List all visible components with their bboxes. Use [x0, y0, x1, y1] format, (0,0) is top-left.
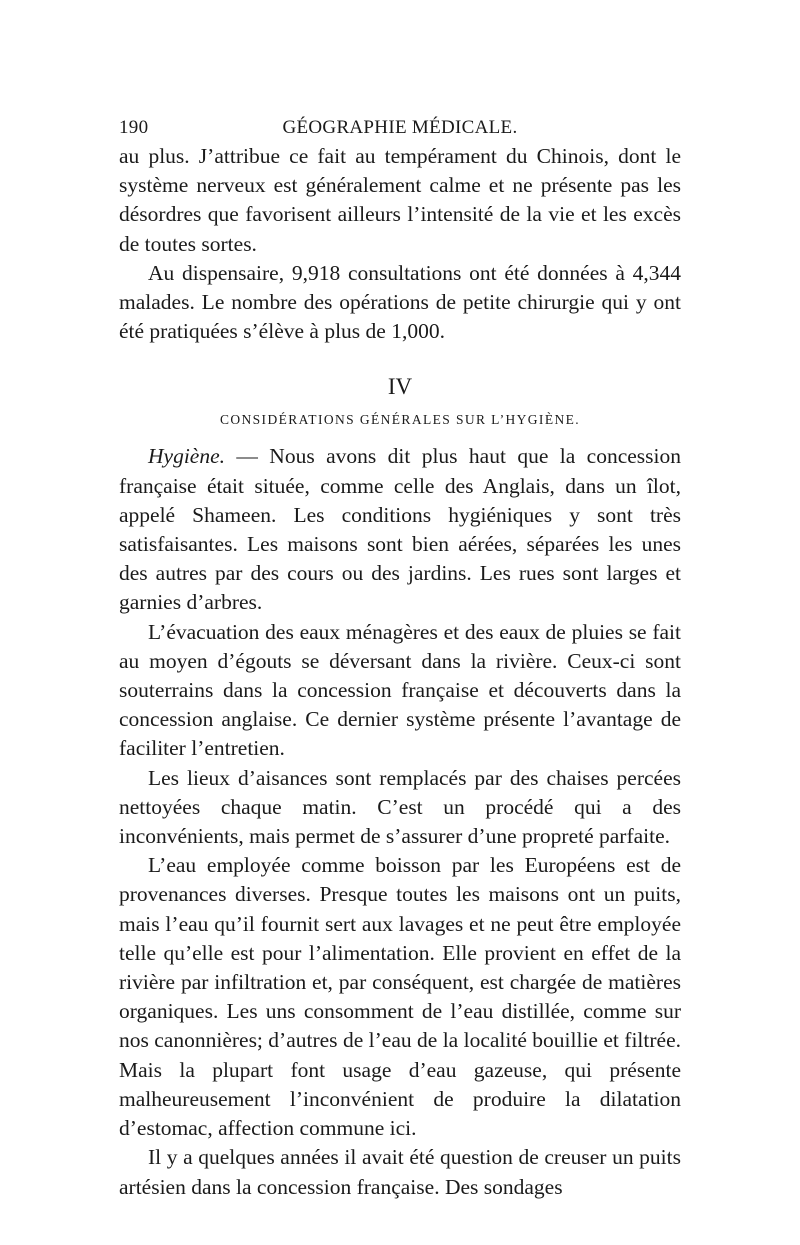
paragraph-artesian-well: Il y a quelques années il avait été question de creuser un puits artésien dans la concession française. Des sondages — [119, 1145, 681, 1199]
paragraph-dispensary: Au dispensaire, 9,918 consultations ont été données à 4,344 malades. Le nombre des opérations de petite chirurgie qui y ont été pratiquées s’élève à plus de 1,000. — [119, 260, 681, 344]
body-text — [119, 142, 681, 1202]
paragraph-hygiene-text: — Nous avons dit plus haut que la concession française était située, comme celle des Anglais, dans un îlot, appelé Shameen. Les conditions hygiéniques y sont très satisfaisantes. Les maisons sont bien aérées, séparées les unes des autres par des cours ou des jardins. Les rues sont larges et garnies d’arbres. — [119, 444, 681, 615]
running-title: GÉOGRAPHIE MÉDICALE. — [282, 117, 518, 138]
section-title: CONSIDÉRATIONS GÉNÉRALES SUR L’HYGIÈNE. — [219, 412, 581, 428]
page-number: 190 — [119, 117, 149, 138]
paragraph-lead: Hygiène. — [148, 444, 226, 469]
book-page — [119, 114, 681, 1202]
paragraph-hygiene — [119, 442, 681, 617]
paragraph-latrines: Les lieux d’aisances sont remplacés par des chaises percées nettoyées chaque matin. C’est un procédé qui a des inconvénients, mais permet de s’assurer d’une propreté parfaite. — [119, 765, 681, 849]
paragraph-water: L’eau employée comme boisson par les Européens est de provenances diverses. Presque toutes les maisons ont un puits, mais l’eau qu’il fournit sert aux lavages et ne peut être employée telle qu’elle est pour l’alimentation. Elle provient en effet de la rivière par infiltration et, par conséquent, est chargée de matières organiques. Les uns consomment de l’eau distillée, comme sur nos canonnières; d’autres de l’eau de la localité bouillie et filtrée. Mais la plupart font usage d’eau gazeuse, qui présente malheureusement l’inconvénient de produire la dilatation d’estomac, affection commune ici. — [119, 853, 681, 1141]
paragraph-continuation: au plus. J’attribue ce fait au tempérament du Chinois, dont le système nerveux est généralement calme et ne présente pas les désordres que favorisent ailleurs l’intensité de la vie et les excès de toutes sortes. — [119, 144, 681, 256]
running-head — [119, 114, 681, 142]
section-number: IV — [387, 374, 413, 400]
paragraph-evacuation: L’évacuation des eaux ménagères et des eaux de pluies se fait au moyen d’égouts se déversant dans la rivière. Ceux-ci sont souterrains dans la concession française et découverts dans la concession anglaise. Ce dernier système présente l’avantage de faciliter l’entretien. — [119, 619, 681, 761]
